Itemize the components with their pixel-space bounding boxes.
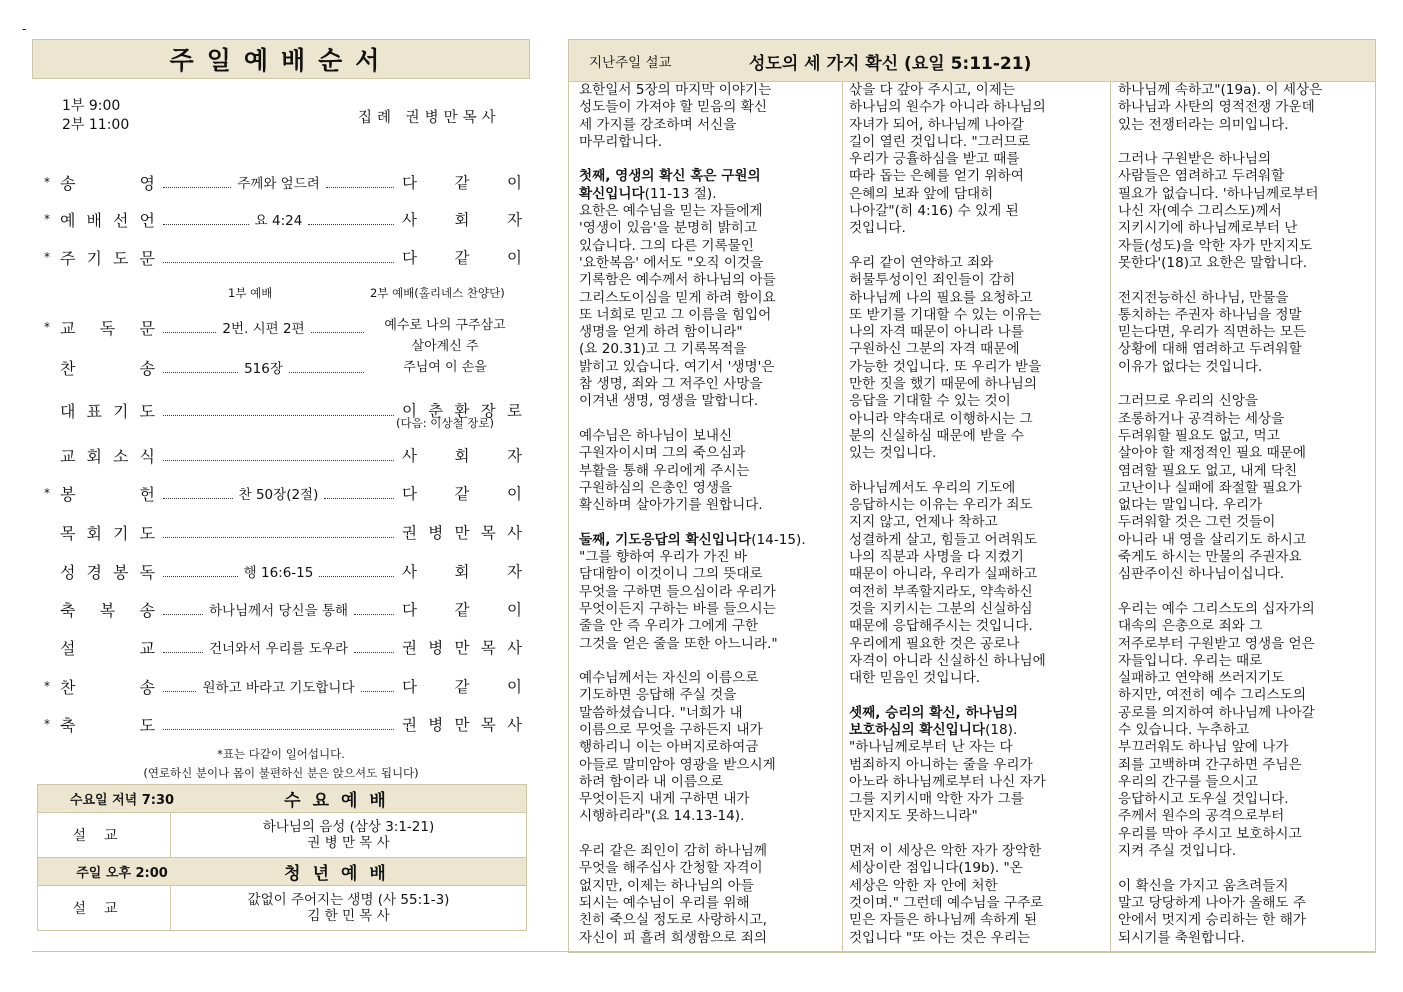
dot-leader (163, 450, 394, 461)
order-item (44, 246, 522, 268)
time-first: 1부 9:00 (62, 98, 121, 114)
order-item-label: 교 회 소 식 (60, 446, 155, 466)
sermon-line: 주께서 원수의 공격으로부터 (1118, 808, 1285, 825)
sermon-line: 우리가 긍휼하심을 받고 때를 (849, 151, 1020, 168)
sermon-line: 전지전능하신 하나님, 만물을 (1118, 289, 1289, 306)
stand-marker: * (44, 250, 50, 264)
sermon-line (579, 653, 835, 670)
sermon-line (849, 826, 1105, 843)
dot-leader (326, 177, 394, 188)
order-item-leader: 다 같 이 (402, 678, 522, 696)
sermon-line: 시행하리라"(요 14.13-14). (579, 808, 745, 825)
sermon-line (849, 238, 1105, 255)
sermon-line: 있는 것입니다. (849, 445, 937, 462)
sermon-line: 죽게도 하시는 만물의 주권자요 (1118, 549, 1302, 566)
sermon-line: 것입니다 "또 아는 것은 우리는 (849, 929, 1031, 946)
sermon-line: 심판주이신 하나님이십니다. (1118, 566, 1285, 583)
order-item-detail: 원하고 바라고 기도합니다 (202, 680, 355, 696)
sermon-line: 통치하는 주권자 하나님을 정말 (1118, 306, 1302, 323)
sermon-line: 참 생명, 죄와 그 저주인 사망을 (579, 376, 763, 393)
sermon-line: 나신 자(예수 그리스도)께서 (1118, 203, 1282, 220)
sermon-line: 아들로 말미암아 영광을 받으시게 (579, 756, 776, 773)
youth-sermon-title: 값없이 주어지는 생명 (사 55:1-3) (247, 892, 450, 908)
order-item-detail: 행 16:6-15 (243, 565, 314, 581)
sermon-line: 있는 전쟁터라는 의미입니다. (1118, 116, 1289, 133)
sermon-line: 때문이 아니라, 우리가 실패하고 (849, 566, 1037, 583)
sermon-line: 그러므로 우리의 신앙을 (1118, 393, 1258, 410)
sermon-line: 것을 지키시는 그분의 신실하심 (849, 600, 1033, 617)
sermon-line: 그리스도이심을 믿게 하려 함이요 (579, 289, 776, 306)
sermon-line: 수 있습니다. 누추하고 (1118, 721, 1250, 738)
sermon-line: 아니라 내 영을 살리기도 하시고 (1118, 531, 1306, 548)
order-item-label: 설 교 (60, 638, 155, 658)
sermon-line: 담대함이 이것이니 그의 뜻대로 (579, 566, 763, 583)
order-item-label: 대 표 기 도 (60, 401, 155, 421)
sermon-line: 세상이란 점입니다(19b). "온 (849, 860, 1023, 877)
sermon-line: 응답을 기대할 수 있는 것이 (849, 393, 1011, 410)
sermon-line: '영생이 있음'을 분명히 밝히고 (579, 220, 758, 237)
sermon-line: 아니라 약속대로 이행하시는 그 (849, 410, 1033, 427)
order-item-label: 축 복 송 (60, 600, 155, 620)
column-divider-1 (842, 82, 843, 952)
sermon-line: 기록함은 예수께서 하나님의 아들 (579, 272, 776, 289)
order-item-label: 봉 헌 (60, 484, 155, 504)
choir-song-3: 주님여 이 손을 (403, 360, 487, 375)
dot-leader (163, 405, 394, 416)
standing-note: *표는 다같이 일어섭니다. (217, 747, 345, 761)
wed-name: 수요예배 (284, 791, 398, 811)
sermon-line: 사람들은 염려하고 두려워할 (1118, 168, 1285, 185)
sermon-line (849, 687, 1105, 704)
sermon-line: 우리 같이 연약하고 죄와 (849, 254, 994, 271)
sermon-line: 셋째, 승리의 확신, 하나님의 (849, 704, 1018, 721)
sermon-line (1118, 272, 1370, 289)
stand-marker: * (44, 212, 50, 226)
sermon-line: 우리는 예수 그리스도의 십자가의 (1118, 600, 1315, 617)
sermon-line: 우리 같은 죄인이 감히 하나님께 (579, 843, 767, 860)
sermon-line (579, 826, 835, 843)
sermon-line: 대한 믿음인 것입니다. (849, 670, 981, 687)
sermon-line: 만한 짓을 했기 때문에 하나님의 (849, 376, 1037, 393)
sermon-line: 말고 당당하게 나아가 올해도 주 (1118, 894, 1306, 911)
stand-marker: * (44, 486, 50, 500)
dot-leader (324, 488, 394, 499)
order-item-detail: 주께와 엎드려 (237, 176, 320, 192)
sermon-line: 하나님의 원수가 아니라 하나님의 (849, 99, 1046, 116)
order-item-label: 찬 송 (60, 677, 155, 697)
sermon-line: 부끄러워도 하나님 앞에 나가 (1118, 739, 1289, 756)
order-item-leader: 사 회 자 (402, 563, 522, 581)
sermon-line: 둘째, 기도응답의 확신입니다(14-15). (579, 531, 806, 548)
sermon-column-3 (1118, 82, 1370, 947)
sermon-line: 따라 돕는 은혜를 얻기 위하여 (849, 168, 1024, 185)
dot-leader (311, 322, 364, 333)
order-item-leader: 권 병 만 목 사 (402, 524, 522, 542)
sermon-line: 우리의 간구를 들으시고 (1118, 773, 1258, 790)
sermon-line: 무엇을 해주십사 간청할 자격이 (579, 860, 763, 877)
sermon-line: 하나님께서도 우리의 기도에 (849, 479, 1016, 496)
sermon-line: 줄을 안 즉 우리가 그에게 구한 (579, 618, 759, 635)
choir-song-2: 살아계신 주 (411, 339, 479, 354)
sermon-line: 죄를 고백하며 간구하면 주님은 (1118, 756, 1302, 773)
time-second: 2부 11:00 (62, 117, 130, 133)
sermon-line: 자들(성도)을 악한 자가 만지지도 (1118, 237, 1313, 254)
sermon-line: 친히 죽으실 정도로 사랑하시고, (579, 912, 767, 929)
sermon-line: 그를 지키시매 악한 자가 그를 (849, 791, 1024, 808)
sermon-line: 되시기를 축원합니다. (1118, 929, 1245, 946)
order-item-label: 주 기 도 문 (60, 248, 155, 268)
sermon-line (579, 514, 835, 531)
sermon-line: 없지만, 이제는 하나님의 아들 (579, 877, 754, 894)
sermon-line: 부활을 통해 우리에게 주시는 (579, 462, 750, 479)
dot-leader (289, 362, 364, 373)
dot-leader (163, 252, 394, 263)
service-times (62, 97, 129, 135)
order-of-worship-title: 주일예배순서 (32, 39, 530, 79)
sermon-line (579, 411, 835, 428)
order-item (44, 208, 522, 230)
sermon-line (1118, 134, 1370, 151)
sermon-line: 못한다'(18)고 요한은 말합니다. (1118, 254, 1308, 271)
choir-songs (370, 315, 520, 378)
order-item (44, 675, 522, 697)
dot-leader (163, 214, 249, 225)
wed-when: 수요일 저녁 7:30 (69, 793, 175, 808)
dot-leader (163, 488, 233, 499)
sermon-line: 아노라 하나님께로부터 나신 자가 (849, 773, 1046, 790)
sermon-panel (568, 39, 1376, 953)
sermon-line: 자들입니다. 우리는 때로 (1118, 652, 1263, 669)
service2-label: 2부 예배(홀리네스 찬양단) (370, 286, 505, 300)
youth-sermon-label: 설교 (38, 886, 171, 930)
sermon-line: 상황에 대해 염려하고 두려워할 (1118, 341, 1302, 358)
sermon-line: 대속의 은총으로 죄와 그 (1118, 618, 1263, 635)
presider: 집례 권병만목사 (358, 110, 501, 126)
sermon-line: 자신이 피 흘려 희생함으로 죄의 (579, 929, 767, 946)
sermon-line (1118, 376, 1370, 393)
sermon-line: 나아갈"(히 4:16) 수 있게 된 (849, 203, 1019, 220)
sermon-line: 예수님께서는 자신의 이름으로 (579, 670, 759, 687)
prayer-next: (다음: 이상철 장로) (396, 416, 494, 430)
wed-sermon-label: 설교 (38, 813, 171, 857)
sermon-line: 하나님께 나의 필요를 요청하고 (849, 289, 1033, 306)
sermon-line (849, 463, 1105, 480)
column-divider-2 (1110, 82, 1111, 952)
order-item-detail: 건너와서 우리를 도우라 (209, 641, 348, 657)
order-item (44, 171, 522, 193)
sermon-line: 성결하게 살고, 힘들고 어려워도 (849, 531, 1037, 548)
sermon-column-1 (579, 82, 835, 947)
sermon-line: 나의 자격 때문이 아니라 나를 (849, 324, 1024, 341)
sermon-line: 것입니다. (849, 220, 906, 237)
sermon-line: 나의 직분과 사명을 다 지켰기 (849, 549, 1024, 566)
order-item-detail: 하나님께서 당신을 통해 (209, 603, 348, 619)
order-item-leader: 이 춘 환 장 로 (402, 402, 522, 420)
sermon-line: 범죄하지 아니하는 줄을 우리가 (849, 756, 1033, 773)
sermon-line: 우리에게 필요한 것은 공로나 (849, 635, 1020, 652)
sermon-line: 가능한 것입니다. 또 우리가 받을 (849, 358, 1042, 375)
order-item (44, 444, 522, 466)
order-item-label: 찬 송 (60, 358, 155, 378)
order-item-leader: 사 회 자 (402, 447, 522, 465)
sermon-line: 지지 않고, 언제나 착하고 (849, 514, 998, 531)
sermon-line: 하지만, 여전히 예수 그리스도의 (1118, 687, 1306, 704)
order-item-label: 축 도 (60, 715, 155, 735)
choir-song-1: 예수로 나의 구주삼고 (384, 318, 506, 333)
sermon-line: 요한은 예수님을 믿는 자들에게 (579, 203, 763, 220)
order-item-detail: 2번. 시편 2편 (222, 321, 305, 337)
sermon-line: 세 가지를 강조하며 서신을 (579, 116, 737, 133)
sermon-line: 구원하심의 은총인 영생을 (579, 479, 733, 496)
sermon-line: 또 너희로 믿고 그 이름을 힘입어 (579, 306, 772, 323)
sermon-line: 길이 열린 것입니다. "그러므로 (849, 133, 1031, 150)
sermon-line (579, 151, 835, 168)
wed-preacher: 권 병 만 목 사 (307, 835, 390, 851)
sermon-line: 확신입니다(11-13 절). (579, 185, 717, 202)
sermon-line: 염려할 필요도 없고, 내게 닥친 (1118, 462, 1298, 479)
sermon-line: 무엇을 구하면 들으심이라 우리가 (579, 583, 776, 600)
stand-marker: * (44, 175, 50, 189)
order-item-label: 성 경 봉 독 (60, 562, 155, 582)
sermon-line: 자녀가 되어, 하나님께 나아갈 (849, 116, 1024, 133)
dot-leader (354, 604, 394, 615)
order-item-detail: 요 4:24 (254, 213, 303, 229)
sermon-line: (요 20.31)고 그 기록목적을 (579, 341, 747, 358)
order-item-leader: 다 같 이 (402, 601, 522, 619)
order-item-detail: 516장 (244, 361, 283, 377)
order-item-label: 예 배 선 언 (60, 210, 155, 230)
sermon-title: 성도의 세 가지 확신 (요일 5:11-21) (749, 54, 1032, 74)
dot-leader (163, 719, 394, 730)
sermon-line: 행하리니 이는 아버지로하여금 (579, 739, 759, 756)
sermon-line: 이름으로 무엇을 구하든지 내가 (579, 721, 763, 738)
sermon-line: 요한일서 5장의 마지막 이야기는 (579, 82, 772, 98)
sermon-line: 지키시기에 하나님께로부터 난 (1118, 220, 1298, 237)
order-item (44, 521, 522, 543)
sermon-line: 있습니다. 그의 다른 기록물인 (579, 237, 754, 254)
sermon-line: 분의 신실하심 때문에 받을 수 (849, 427, 1024, 444)
sermon-line: 안에서 멋지게 승리하는 한 해가 (1118, 912, 1306, 929)
dot-leader (163, 681, 196, 692)
sermon-line: 예수님은 하나님이 보내신 (579, 427, 733, 444)
sermon-line: 그러나 구원받은 하나님의 (1118, 151, 1272, 168)
dot-leader (163, 642, 203, 653)
order-item-leader: 권 병 만 목 사 (402, 639, 522, 657)
dot-leader (163, 322, 216, 333)
sermon-line: 하나님과 사탄의 영적전쟁 가운데 (1118, 99, 1315, 116)
sermon-line: 생명을 얻게 하려 함이니라" (579, 324, 743, 341)
sermon-line: 자격이 아니라 신실하신 하나님에 (849, 652, 1046, 669)
sermon-line: 먼저 이 세상은 악한 자가 장악한 (849, 843, 1042, 860)
sermon-column-2 (849, 82, 1105, 947)
dot-leader (361, 681, 394, 692)
seating-note: (연로하신 분이나 몸이 불편하신 분은 앉으셔도 됩니다) (143, 766, 419, 780)
order-item-label: 목 회 기 도 (60, 523, 155, 543)
sermon-kicker: 지난주일 설교 (589, 55, 672, 71)
sermon-line: 살아야 할 재정적인 필요 때문에 (1118, 445, 1306, 462)
sermon-line: 기도하면 응답해 주실 것을 (579, 687, 737, 704)
sermon-line: 고난이나 실패에 좌절할 필요가 (1118, 479, 1302, 496)
sermon-line: 필요가 없습니다. '하나님께로부터 (1118, 185, 1319, 202)
sermon-line: 저주로부터 구원받고 영생을 얻은 (1118, 635, 1315, 652)
stand-marker: * (44, 679, 50, 693)
sermon-line: 여전히 부족할지라도, 약속하신 (849, 583, 1033, 600)
sermon-line: 무엇이든지 내게 구하면 내가 (579, 791, 750, 808)
order-item-leader: 사 회 자 (402, 211, 522, 229)
sermon-line (1118, 860, 1370, 877)
order-item-leader: 다 같 이 (402, 249, 522, 267)
order-item-leader: 다 같 이 (402, 174, 522, 192)
sermon-line: 허물투성이인 죄인들이 감히 (849, 272, 1016, 289)
stand-marker: * (44, 717, 50, 731)
sermon-line: '요한복음' 에서도 "오직 이것을 (579, 254, 764, 271)
sermon-line: 두려워할 것은 그런 것들이 (1118, 514, 1276, 531)
sermon-line: 마무리합니다. (579, 133, 663, 150)
order-item (44, 713, 522, 735)
dot-leader (163, 362, 238, 373)
order-item-label: 송 영 (60, 173, 155, 193)
dot-leader (163, 604, 203, 615)
dot-leader (163, 566, 238, 577)
wed-sermon-title: 하나님의 음성 (삼상 3:1-21) (262, 819, 435, 835)
stand-marker: * (44, 320, 50, 334)
sermon-header (569, 40, 1375, 82)
dot-leader (319, 566, 394, 577)
sermon-line: 없다는 말입니다. 우리가 (1118, 497, 1263, 514)
sermon-line: 공로를 의지하여 하나님께 나아갈 (1118, 704, 1315, 721)
dot-leader (163, 527, 394, 538)
sermon-line: 응답하시는 이유는 우리가 죄도 (849, 497, 1033, 514)
order-item (44, 482, 522, 504)
sermon-line: 성도들이 가져야 할 믿음의 확신 (579, 99, 767, 116)
youth-preacher: 김 한 민 목 사 (307, 908, 390, 924)
sermon-line: 우리를 막아 주시고 보호하시고 (1118, 825, 1302, 842)
sermon-line: 삯을 다 갚아 주시고, 이제는 (849, 82, 1016, 98)
sermon-line: 조롱하거나 공격하는 세상을 (1118, 410, 1285, 427)
order-item-leader: 권 병 만 목 사 (402, 716, 522, 734)
order-item (44, 560, 522, 582)
sermon-line: 만지지도 못하느니라" (849, 808, 978, 825)
dot-leader (308, 214, 394, 225)
service1-label: 1부 예배 (228, 286, 273, 300)
sermon-line: 밝히고 있습니다. 여기서 '생명'은 (579, 358, 775, 375)
sermon-line: 말씀하셨습니다. "너희가 내 (579, 704, 743, 721)
sermon-line: 그것을 얻은 줄을 또한 아느니라." (579, 635, 778, 652)
order-item-label: 교 독 문 (60, 318, 155, 338)
sermon-line: 믿는다면, 우리가 직면하는 모든 (1118, 324, 1306, 341)
sermon-line: 하려 함이라 내 이름으로 (579, 773, 724, 790)
sermon-line: 보호하심의 확신입니다(18). (849, 721, 1018, 738)
sermon-line (1118, 584, 1370, 601)
sermon-line: 세상은 악한 자 안에 처한 (849, 877, 998, 894)
sermon-line: "그를 향하여 우리가 가진 바 (579, 549, 747, 566)
sermon-line: 첫째, 영생의 확신 혹은 구원의 (579, 168, 761, 185)
order-item (44, 598, 522, 620)
order-item-leader: 다 같 이 (402, 485, 522, 503)
sermon-line: 되시는 예수님이 우리를 위해 (579, 894, 750, 911)
sermon-line: "하나님께로부터 난 자는 다 (849, 739, 1013, 756)
sermon-line: 이유가 없다는 것입니다. (1118, 358, 1263, 375)
dot-leader (354, 642, 394, 653)
youth-when: 주일 오후 2:00 (76, 866, 168, 881)
sermon-line: 응답하시고 도우실 것입니다. (1118, 791, 1289, 808)
sermon-line: 또 받기를 기대할 수 있는 이유는 (849, 306, 1042, 323)
sermon-line: 확신하며 살아가기를 원합니다. (579, 497, 763, 514)
youth-name: 청년예배 (284, 864, 398, 884)
order-item-detail: 찬 50장(2절) (238, 487, 319, 503)
corner-mark: - (22, 22, 27, 36)
sermon-line: 때문에 응답해주시는 것입니다. (849, 618, 1033, 635)
sermon-line: 구원자이시며 그의 죽으심과 (579, 445, 746, 462)
order-item (44, 636, 522, 658)
sermon-line: 것이며." 그런데 예수님을 구주로 (849, 894, 1044, 911)
sermon-line: 하나님께 속하고"(19a). 이 세상은 (1118, 82, 1323, 98)
sermon-line: 실패하고 연약해 쓰러지기도 (1118, 670, 1285, 687)
sermon-line: 은혜의 보좌 앞에 담대히 (849, 185, 994, 202)
wednesday-service-box (37, 784, 527, 931)
sermon-line: 믿은 자들은 하나님께 속하게 된 (849, 912, 1037, 929)
sermon-line: 무엇이든지 구하는 바를 들으시는 (579, 600, 776, 617)
sermon-line: 구원하신 그분의 자격 때문에 (849, 341, 1020, 358)
sermon-line: 이겨낸 생명, 영생을 말합니다. (579, 393, 759, 410)
sermon-line: 두려워할 필요도 없고, 먹고 (1118, 427, 1280, 444)
sermon-line: 이 확신을 가지고 움츠려들지 (1118, 877, 1289, 894)
dot-leader (163, 177, 231, 188)
sermon-line: 지켜 주실 것입니다. (1118, 843, 1237, 860)
